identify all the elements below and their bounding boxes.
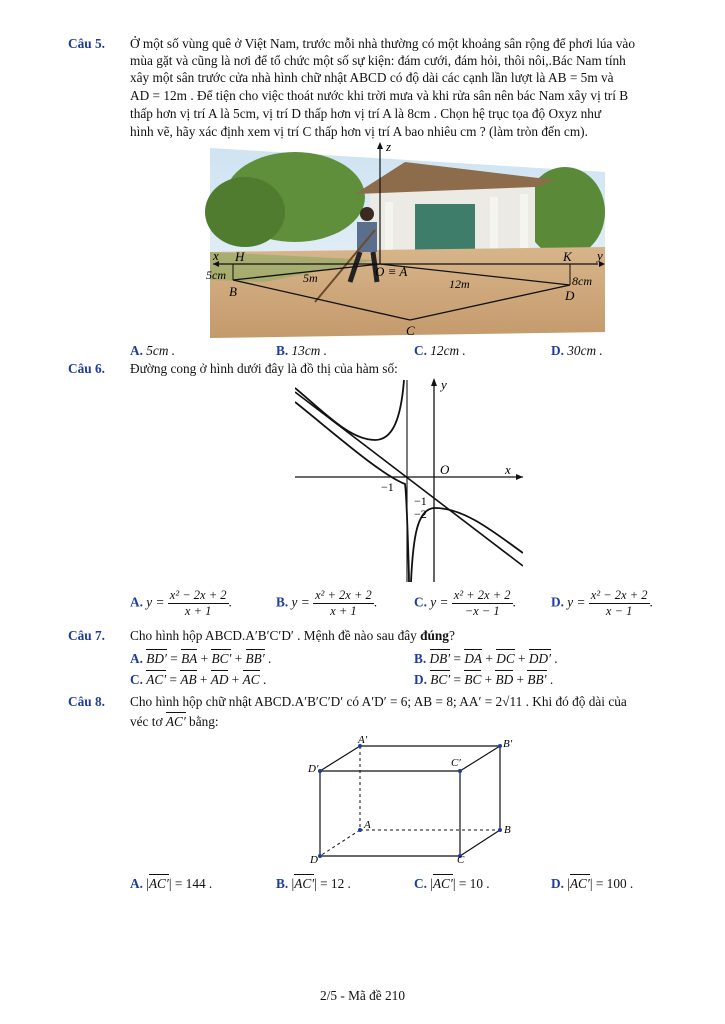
graph-y-label: y — [441, 378, 447, 392]
point-label-K: K — [563, 249, 572, 264]
label-12m: 12m — [449, 277, 470, 291]
q7-option-c-vec-1: AC′ — [146, 672, 167, 687]
q8-option-d-value: = 100 . — [595, 876, 634, 891]
q6-option-b-end: . — [373, 594, 378, 610]
axis-label-x: x — [213, 248, 219, 263]
q8-option-b-value: = 12 . — [320, 876, 351, 891]
q5-text-line-6: hình vẽ, hãy xác định xem vị trí C thấp hơn vị trí A bao nhiêu cm ? (làm tròn đến cm). — [130, 124, 588, 139]
page-footer: 2/5 - Mã đề 210 — [320, 988, 405, 1003]
q6-option-c-lhs: y = — [430, 594, 449, 610]
q6-option-d-lhs: y = — [567, 594, 586, 610]
q6-option-a[interactable] — [130, 588, 232, 619]
box-label-B1: B′ — [503, 738, 513, 750]
q5-option-d-letter: D. — [551, 343, 564, 358]
q7-option-c-letter: C. — [130, 672, 143, 687]
q7-option-a-letter: A. — [130, 651, 143, 666]
q6-option-b-numerator: x² + 2x + 2 — [315, 588, 372, 602]
q8-option-d-vec: AC′ — [569, 876, 590, 891]
q6-option-c[interactable] — [414, 588, 516, 619]
q7-text-bold: đúng — [420, 628, 449, 643]
box-label-D1: D′ — [308, 763, 319, 775]
q6-option-a-lhs: y = — [146, 594, 165, 610]
q6-option-d-end: . — [649, 594, 653, 610]
q7-text — [130, 628, 455, 644]
q5-text-line-4: AD = 12m . Để tiện cho việc thoát nước khi trời mưa và khi rửa sân nên bác Nam xây vị trí B — [130, 88, 629, 103]
point-label-B: B — [229, 284, 237, 299]
label-8cm: 8cm — [572, 274, 592, 288]
q7-option-d[interactable]: D. BC′ = BC + BD + BB′ . — [414, 672, 554, 687]
q6-option-c-numerator: x² + 2x + 2 — [453, 588, 511, 602]
q6-option-a-numerator: x² − 2x + 2 — [169, 588, 227, 602]
q8-text-pre: véc tơ — [130, 714, 166, 729]
origin-label: O ≡ A — [375, 264, 408, 279]
q8-text-line-2 — [130, 714, 219, 730]
q5-option-c[interactable] — [414, 343, 466, 359]
q7-option-d-vec-4: BB′ — [527, 672, 547, 687]
box-label-C1: C′ — [451, 757, 461, 769]
label-5cm: 5cm — [206, 268, 226, 282]
q8-option-b[interactable]: B. |AC′| = 12 . — [276, 876, 351, 891]
q7-option-b-letter: B. — [414, 651, 427, 666]
q6-label: Câu 6. — [68, 361, 105, 376]
function-graph — [295, 378, 523, 582]
q7-option-b-vec-3: DC — [496, 651, 515, 666]
q8-option-c-value: = 10 . — [458, 876, 490, 891]
q6-option-a-denominator: x + 1 — [184, 604, 212, 618]
function-graph-svg — [295, 378, 523, 582]
q6-option-b-letter: B. — [276, 594, 289, 610]
q5-text-line-3: xây một sân trước cửa nhà hình chữ nhật ABCD có độ dài các cạnh lần lượt là AB = 5m và — [130, 70, 614, 85]
q7-option-d-vec-1: BC′ — [430, 672, 451, 687]
q7-option-a[interactable]: A. BD′ = BA + BC′ + BB′ . — [130, 651, 272, 666]
q5-option-b[interactable] — [276, 343, 327, 359]
q5-option-d-text: 30cm . — [567, 343, 603, 358]
q6-option-a-end: . — [228, 594, 232, 610]
q7-label: Câu 7. — [68, 628, 105, 643]
q7-text-pre: Cho hình hộp ABCD.A′B′C′D′ . Mệnh đề nào sau đây — [130, 628, 421, 643]
point-label-D: D — [565, 288, 575, 303]
label-5m: 5m — [303, 271, 318, 285]
q6-text: Đường cong ở hình dưới đây là đồ thị của hàm số: — [130, 361, 398, 376]
q7-option-d-vec-3: BD — [495, 672, 514, 687]
q7-option-a-vec-1: BD′ — [146, 651, 167, 666]
box-label-B: B — [504, 824, 511, 836]
axis-label-z: z — [386, 142, 392, 154]
q7-option-c-vec-2: AB — [180, 672, 197, 687]
q5-option-a[interactable] — [130, 343, 175, 359]
q8-option-c-letter: C. — [414, 876, 427, 891]
box-label-D: D — [310, 854, 318, 864]
box-label-C: C — [457, 854, 465, 864]
q7-option-b-vec-2: DA — [464, 651, 483, 666]
q5-option-c-letter: C. — [414, 343, 427, 358]
q5-option-a-text: 5cm . — [146, 343, 176, 358]
q7-option-c-vec-4: AC — [242, 672, 260, 687]
q8-option-d[interactable]: D. |AC′| = 100 . — [551, 876, 634, 891]
point-label-C: C — [406, 323, 415, 338]
q8-option-c-vec: AC′ — [432, 876, 453, 891]
graph-y-minus2: −2 — [414, 507, 427, 521]
q7-option-b[interactable]: B. DB′ = DA + DC + DD′ . — [414, 651, 558, 666]
q8-option-b-letter: B. — [276, 876, 289, 891]
axis-label-y: y — [597, 248, 603, 263]
q5-text-line-5: thấp hơn vị trí A là 5cm, vị trí D thấp hơn vị trí A là 8cm . Chọn hệ trục tọa độ Oxyz như — [130, 106, 602, 121]
q7-option-d-vec-2: BC — [464, 672, 482, 687]
q6-option-d-numerator: x² − 2x + 2 — [590, 588, 648, 602]
yard-photo-illustration — [205, 142, 610, 338]
q6-option-d-denominator: x − 1 — [605, 604, 633, 618]
graph-origin-label: O — [440, 462, 450, 477]
q8-option-a-letter: A. — [130, 876, 143, 891]
box-figure — [303, 734, 521, 864]
q6-option-d-letter: D. — [551, 594, 564, 610]
box-label-A: A — [364, 819, 371, 831]
q6-option-c-denominator: −x − 1 — [464, 604, 500, 618]
q5-option-c-text: 12cm . — [430, 343, 466, 358]
q8-text-vec: AC′ — [165, 714, 186, 729]
q5-option-b-letter: B. — [276, 343, 289, 358]
graph-x-label: x — [505, 462, 511, 477]
q5-text-line-1: Ở một số vùng quê ở Việt Nam, trước mỗi nhà thường có một khoảng sân rộng để phơi lúa vào — [130, 36, 635, 51]
q7-option-b-vec-1: DB′ — [429, 651, 451, 666]
q7-option-b-vec-4: DD′ — [528, 651, 551, 666]
q6-option-a-letter: A. — [130, 594, 143, 610]
box-svg — [303, 734, 521, 864]
q8-option-a-vec: AC′ — [148, 876, 169, 891]
q6-option-d[interactable] — [551, 588, 653, 619]
q8-option-a-value: = 144 . — [174, 876, 213, 891]
q7-text-post: ? — [448, 628, 455, 643]
q8-text-line-1: Cho hình hộp chữ nhật ABCD.A′B′C′D′ có A′D′ = 6; AB = 8; AA′ = 2√11 . Khi đó độ dài của — [130, 694, 627, 709]
q5-option-d[interactable] — [551, 343, 603, 359]
q5-text-line-2: mùa gặt và cũng là nơi để tổ chức một số sự kiện: đám cưới, đám hỏi, thôi nôi,.Bác Nam tính — [130, 53, 626, 68]
graph-x-minus1: −1 — [381, 480, 394, 494]
q6-option-c-letter: C. — [414, 594, 427, 610]
q8-text-post: bằng: — [185, 714, 219, 729]
box-label-A1: A′ — [358, 734, 368, 746]
q6-option-c-end: . — [512, 594, 516, 610]
q5-label: Câu 5. — [68, 36, 105, 51]
q5-option-b-text: 13cm . — [291, 343, 327, 358]
q6-option-b[interactable] — [276, 588, 377, 619]
q7-option-a-vec-2: BA — [181, 651, 198, 666]
q7-option-a-vec-3: BC′ — [211, 651, 232, 666]
q7-option-a-vec-4: BB′ — [245, 651, 265, 666]
q6-option-b-lhs: y = — [291, 594, 310, 610]
q7-option-d-letter: D. — [414, 672, 427, 687]
graph-y-minus1: −1 — [414, 494, 427, 508]
q8-option-b-vec: AC′ — [294, 876, 315, 891]
q8-option-a[interactable]: A. |AC′| = 144 . — [130, 876, 213, 891]
yard-figure — [205, 142, 610, 338]
q6-option-b-denominator: x + 1 — [330, 604, 357, 618]
q5-option-a-letter: A. — [130, 343, 143, 358]
q8-option-d-letter: D. — [551, 876, 564, 891]
q8-label: Câu 8. — [68, 694, 105, 709]
q8-option-c[interactable]: C. |AC′| = 10 . — [414, 876, 490, 891]
point-label-H: H — [235, 249, 245, 264]
q7-option-c[interactable]: C. AC′ = AB + AD + AC . — [130, 672, 267, 687]
q7-option-c-vec-3: AD — [210, 672, 229, 687]
